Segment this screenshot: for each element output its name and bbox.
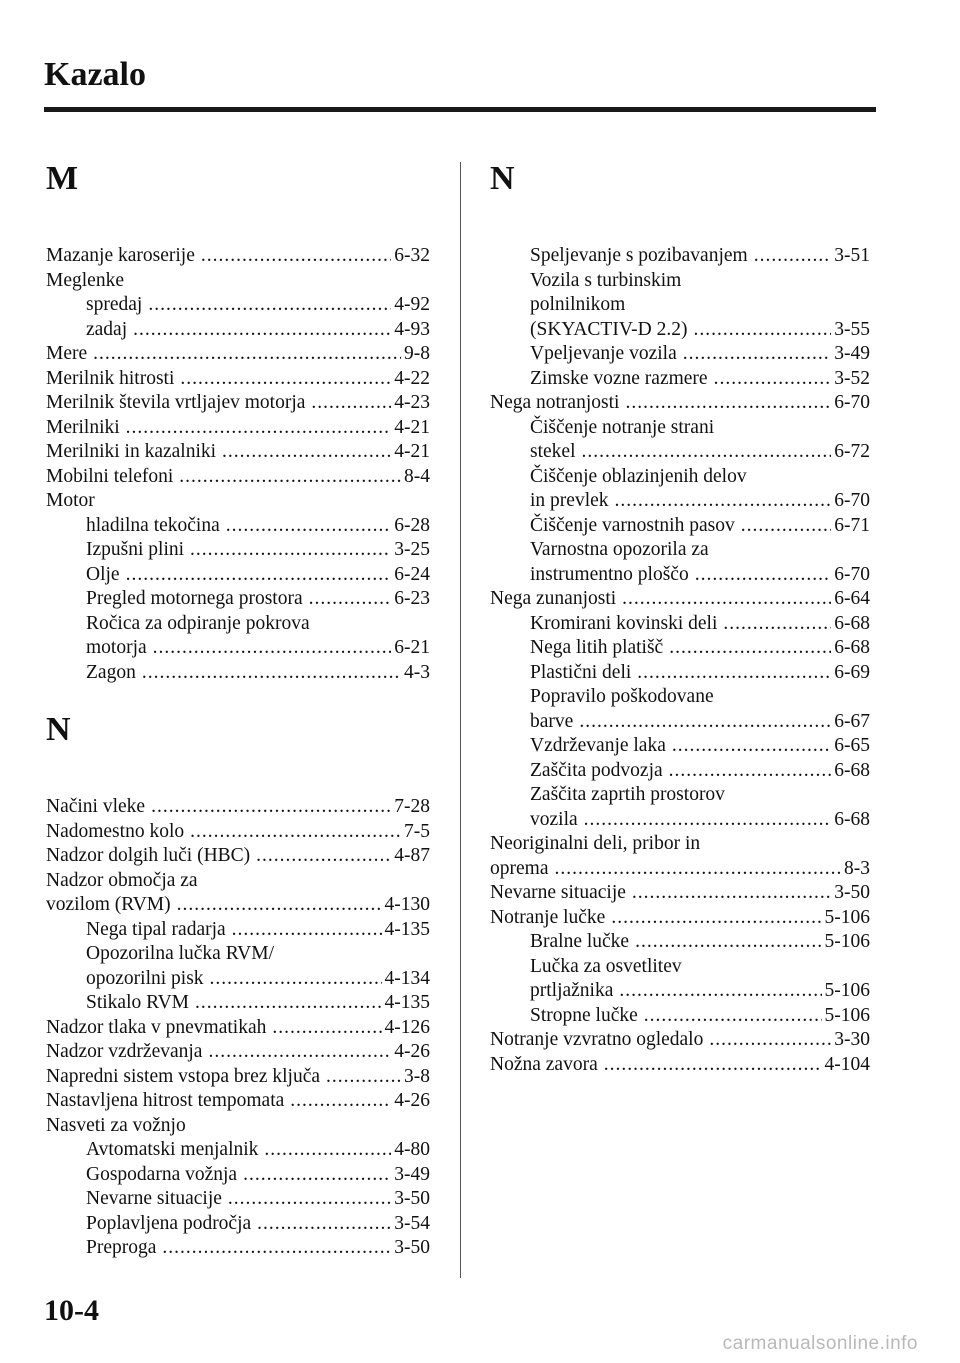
index-entry-text: Nastavljena hitrost tempomata bbox=[46, 1090, 285, 1111]
section-letter: N bbox=[490, 160, 515, 197]
index-entry bbox=[490, 710, 870, 735]
index-entry-page: 4-80 bbox=[394, 1139, 430, 1160]
index-entry bbox=[46, 1089, 430, 1114]
index-entry bbox=[46, 269, 430, 294]
index-entry-page: 6-24 bbox=[394, 563, 430, 585]
index-entry bbox=[490, 563, 870, 588]
index-entry-text: Vozila s turbinskim bbox=[530, 269, 682, 291]
index-entry bbox=[46, 489, 430, 514]
index-entry bbox=[490, 955, 870, 980]
index-entry bbox=[46, 942, 430, 967]
dot-leader bbox=[180, 367, 391, 392]
index-entry-text: Bralne lučke bbox=[530, 931, 630, 952]
index-entry bbox=[46, 844, 430, 869]
dot-leader bbox=[611, 906, 821, 931]
index-entry-text: vozilom (RVM) bbox=[46, 894, 171, 915]
index-entry bbox=[490, 489, 870, 514]
dot-leader bbox=[632, 881, 831, 906]
dot-leader bbox=[723, 612, 831, 637]
section-letter: N bbox=[46, 711, 71, 748]
index-entry bbox=[490, 538, 870, 563]
index-entry bbox=[490, 391, 870, 416]
index-entry bbox=[490, 269, 870, 294]
index-entry-page: 6-28 bbox=[394, 514, 430, 536]
index-entry bbox=[46, 820, 430, 845]
index-entry-page: 9-8 bbox=[404, 343, 430, 364]
dot-leader bbox=[619, 979, 821, 1004]
index-entry bbox=[46, 1138, 430, 1163]
index-entry-text: oprema bbox=[490, 857, 549, 879]
index-entry-page: 6-70 bbox=[834, 490, 870, 511]
index-entry bbox=[46, 416, 430, 441]
dot-leader bbox=[311, 391, 391, 416]
index-entry-text: opozorilni pisk bbox=[86, 967, 204, 989]
index-entry bbox=[46, 1065, 430, 1090]
index-entry bbox=[46, 367, 430, 392]
index-entry-text: Nega tipal radarja bbox=[86, 918, 226, 940]
index-entry bbox=[46, 991, 430, 1016]
index-entry-page: 8-3 bbox=[844, 857, 870, 879]
index-entry bbox=[46, 391, 430, 416]
index-entry-page: 3-49 bbox=[394, 1163, 430, 1185]
dot-leader bbox=[142, 661, 401, 686]
index-entry-text: Mere bbox=[46, 343, 88, 364]
dot-leader bbox=[232, 918, 382, 943]
index-entry-page: 4-130 bbox=[384, 894, 430, 915]
index-entry-page: 4-126 bbox=[384, 1016, 430, 1038]
dot-leader bbox=[201, 244, 391, 269]
dot-leader bbox=[637, 661, 831, 686]
index-entry-page: 4-104 bbox=[824, 1053, 870, 1075]
index-entry bbox=[490, 685, 870, 710]
dot-leader bbox=[754, 244, 832, 269]
index-entry bbox=[490, 318, 870, 343]
dot-leader bbox=[579, 710, 831, 735]
dot-leader bbox=[151, 795, 391, 820]
dot-leader bbox=[672, 734, 831, 759]
index-entry-text: Lučka za osvetlitev bbox=[530, 955, 682, 977]
index-entry bbox=[46, 1236, 430, 1261]
index-entry-text: Vpeljevanje vozila bbox=[530, 343, 677, 364]
index-entry-text: Pregled motornega prostora bbox=[86, 588, 303, 609]
index-entry-page: 3-52 bbox=[834, 367, 870, 389]
index-entry-page: 6-68 bbox=[834, 808, 870, 830]
index-entry-page: 6-68 bbox=[834, 759, 870, 781]
dot-leader bbox=[693, 318, 831, 343]
dot-leader bbox=[615, 489, 832, 514]
dot-leader bbox=[243, 1163, 391, 1188]
index-entry-text: Notranje lučke bbox=[490, 906, 606, 928]
index-entry-page: 8-4 bbox=[404, 465, 430, 487]
index-entry-text: Nadzor območja za bbox=[46, 869, 198, 891]
index-entry-text: Čiščenje varnostnih pasov bbox=[530, 514, 735, 536]
index-entry-text: Nevarne situacije bbox=[86, 1188, 222, 1209]
index-entry-text: Načini vleke bbox=[46, 796, 146, 817]
index-entry-text: Merilniki bbox=[46, 416, 120, 438]
index-entry-text: Meglenke bbox=[46, 269, 124, 291]
dot-leader bbox=[179, 465, 401, 490]
index-entry bbox=[490, 734, 870, 759]
index-entry-page: 6-68 bbox=[834, 612, 870, 634]
index-entry-page: 4-93 bbox=[394, 318, 430, 340]
dot-leader bbox=[635, 930, 821, 955]
section-letter: M bbox=[46, 160, 79, 197]
index-entry bbox=[46, 244, 430, 269]
dot-leader bbox=[709, 1028, 831, 1053]
index-entry bbox=[490, 244, 870, 269]
index-entry-text: Preproga bbox=[86, 1237, 157, 1258]
watermark: carmanualsonline.info bbox=[722, 1333, 918, 1354]
index-entry bbox=[46, 1212, 430, 1237]
index-entry-page: 3-50 bbox=[394, 1237, 430, 1258]
dot-leader bbox=[683, 342, 832, 367]
index-entry-text: motorja bbox=[86, 637, 147, 658]
index-entry-text: prtljažnika bbox=[530, 980, 614, 1001]
index-entry bbox=[490, 1028, 870, 1053]
index-entry-text: Popravilo poškodovane bbox=[530, 686, 714, 707]
index-entry-page: 5-106 bbox=[824, 1004, 870, 1026]
index-entry bbox=[490, 808, 870, 833]
index-entry-text: Nega notranjosti bbox=[490, 392, 620, 413]
index-entry bbox=[46, 514, 430, 539]
index-entry-page: 3-49 bbox=[834, 343, 870, 364]
index-entry bbox=[490, 293, 870, 318]
index-entry bbox=[46, 612, 430, 637]
index-entry-text: Motor bbox=[46, 490, 95, 511]
index-column-right bbox=[490, 150, 870, 1077]
index-entry-page: 6-23 bbox=[394, 588, 430, 609]
index-entry bbox=[490, 857, 870, 882]
dot-leader bbox=[228, 1187, 391, 1212]
index-entry bbox=[490, 979, 870, 1004]
index-entry-page: 6-67 bbox=[834, 710, 870, 732]
index-entry-text: Stikalo RVM bbox=[86, 992, 189, 1013]
index-entry bbox=[490, 416, 870, 441]
index-entry bbox=[46, 869, 430, 894]
index-entry-page: 6-70 bbox=[834, 392, 870, 413]
index-entry bbox=[490, 636, 870, 661]
index-entry-text: spredaj bbox=[86, 294, 143, 315]
index-entry-page: 3-51 bbox=[834, 245, 870, 266]
index-entry-text: Ročica za odpiranje pokrova bbox=[86, 612, 310, 634]
index-entry-text: zadaj bbox=[86, 318, 128, 340]
index-entry-page: 6-70 bbox=[834, 563, 870, 585]
index-entry-text: Zimske vozne razmere bbox=[530, 367, 708, 389]
dot-leader bbox=[622, 587, 831, 612]
index-entry-text: Avtomatski menjalnik bbox=[86, 1139, 259, 1160]
index-entry-text: Nadzor tlaka v pnevmatikah bbox=[46, 1016, 267, 1038]
index-entry-text: Olje bbox=[86, 563, 120, 585]
index-entry bbox=[46, 465, 430, 490]
index-entry-text: stekel bbox=[530, 441, 576, 462]
index-entry-text: Kromirani kovinski deli bbox=[530, 612, 718, 634]
index-entry-page: 5-106 bbox=[824, 931, 870, 952]
dot-leader bbox=[126, 416, 392, 441]
index-entry bbox=[46, 918, 430, 943]
index-entry bbox=[490, 881, 870, 906]
index-entry-page: 4-134 bbox=[384, 967, 430, 989]
index-entry-text: Merilniki in kazalniki bbox=[46, 441, 217, 462]
dot-leader bbox=[208, 1040, 391, 1065]
index-entry-page: 3-50 bbox=[834, 882, 870, 903]
index-entry bbox=[46, 636, 430, 661]
index-entry-text: Speljevanje s pozibavanjem bbox=[530, 245, 748, 266]
dot-leader bbox=[669, 759, 832, 784]
index-entry-text: in prevlek bbox=[530, 490, 609, 511]
index-entry-page: 3-54 bbox=[394, 1212, 430, 1234]
index-entry-page: 6-71 bbox=[834, 514, 870, 536]
index-entry-page: 7-28 bbox=[394, 796, 430, 817]
index-entry-page: 6-72 bbox=[834, 441, 870, 462]
index-entry-text: polnilnikom bbox=[530, 294, 626, 315]
index-entry-page: 6-68 bbox=[834, 637, 870, 658]
dot-leader bbox=[210, 967, 382, 992]
index-entry-text: Nadomestno kolo bbox=[46, 820, 185, 842]
index-entry-text: Izpušni plini bbox=[86, 539, 185, 560]
index-entry-page: 3-30 bbox=[834, 1029, 870, 1050]
index-entry-text: Merilnik števila vrtljajev motorja bbox=[46, 392, 306, 413]
index-entry-text: Zaščita podvozja bbox=[530, 759, 663, 781]
index-entry-page: 6-21 bbox=[394, 637, 430, 658]
index-entry-text: Gospodarna vožnja bbox=[86, 1163, 238, 1185]
index-entry-page: 6-69 bbox=[834, 661, 870, 683]
index-entry-text: Plastični deli bbox=[530, 661, 632, 683]
index-entry bbox=[46, 1016, 430, 1041]
index-entry-page: 4-3 bbox=[404, 661, 430, 683]
index-entry-text: Stropne lučke bbox=[530, 1004, 638, 1026]
index-entry-page: 5-106 bbox=[824, 906, 870, 928]
dot-leader bbox=[581, 440, 831, 465]
index-entry-text: Nasveti za vožnjo bbox=[46, 1114, 186, 1136]
index-entry bbox=[46, 342, 430, 367]
index-entry-text: Neoriginalni deli, pribor in bbox=[490, 833, 701, 854]
index-entry bbox=[490, 440, 870, 465]
index-entry bbox=[490, 906, 870, 931]
index-entry bbox=[46, 1163, 430, 1188]
index-entry-page: 3-55 bbox=[834, 318, 870, 340]
index-entry bbox=[490, 514, 870, 539]
index-entry-text: Vzdrževanje laka bbox=[530, 735, 666, 756]
index-entry-page: 6-64 bbox=[834, 588, 870, 609]
index-entry bbox=[490, 661, 870, 686]
dot-leader bbox=[272, 1016, 381, 1041]
dot-leader bbox=[554, 857, 841, 882]
index-entry bbox=[490, 1053, 870, 1078]
index-entry-text: Opozorilna lučka RVM/ bbox=[86, 943, 274, 964]
column-divider bbox=[460, 162, 461, 1278]
page-number: 10-4 bbox=[44, 1294, 99, 1327]
index-entry bbox=[490, 930, 870, 955]
section-spacer bbox=[490, 198, 870, 244]
dot-leader bbox=[625, 391, 831, 416]
index-entry-page: 3-50 bbox=[394, 1188, 430, 1209]
index-entry bbox=[46, 563, 430, 588]
index-entry-text: Čiščenje oblazinjenih delov bbox=[530, 465, 747, 487]
page-header-title: Kazalo bbox=[44, 56, 146, 93]
index-entry-text: Notranje vzvratno ogledalo bbox=[490, 1029, 704, 1050]
index-entry-page: 4-22 bbox=[394, 367, 430, 389]
section-spacer bbox=[46, 749, 430, 795]
index-entry-text: Nevarne situacije bbox=[490, 882, 626, 903]
dot-leader bbox=[290, 1089, 391, 1114]
index-entry-text: Nadzor dolgih luči (HBC) bbox=[46, 845, 251, 866]
index-entry-page: 4-135 bbox=[384, 992, 430, 1013]
index-entry bbox=[46, 1114, 430, 1139]
index-entry-text: (SKYACTIV-D 2.2) bbox=[530, 318, 688, 340]
header-rule bbox=[44, 107, 876, 112]
dot-leader bbox=[177, 893, 382, 918]
section-spacer bbox=[46, 198, 430, 244]
index-entry bbox=[490, 783, 870, 808]
index-entry-text: instrumentno ploščo bbox=[530, 563, 689, 585]
index-entry bbox=[46, 293, 430, 318]
dot-leader bbox=[326, 1065, 401, 1090]
dot-leader bbox=[256, 844, 391, 869]
dot-leader bbox=[93, 342, 401, 367]
index-entry bbox=[490, 832, 870, 857]
index-entry-page: 4-135 bbox=[384, 918, 430, 940]
index-entry-page: 4-87 bbox=[394, 845, 430, 866]
dot-leader bbox=[162, 1236, 391, 1261]
index-entry-page: 4-92 bbox=[394, 294, 430, 315]
index-entry-text: Nega zunanjosti bbox=[490, 588, 617, 609]
index-entry-text: Mobilni telefoni bbox=[46, 465, 174, 487]
dot-leader bbox=[584, 808, 832, 833]
index-entry bbox=[46, 440, 430, 465]
index-entry bbox=[46, 1187, 430, 1212]
dot-leader bbox=[741, 514, 832, 539]
index-entry-text: Nega litih platišč bbox=[530, 637, 664, 658]
dot-leader bbox=[695, 563, 832, 588]
index-entry bbox=[46, 795, 430, 820]
index-entry-text: hladilna tekočina bbox=[86, 514, 220, 536]
index-entry-page: 3-25 bbox=[394, 539, 430, 560]
index-entry-text: Nožna zavora bbox=[490, 1053, 598, 1075]
index-entry bbox=[46, 587, 430, 612]
index-entry bbox=[46, 1040, 430, 1065]
index-entry-page: 5-106 bbox=[824, 980, 870, 1001]
dot-leader bbox=[153, 636, 392, 661]
index-entry bbox=[46, 318, 430, 343]
index-entry-text: Poplavljena področja bbox=[86, 1212, 252, 1234]
index-entry-page: 6-65 bbox=[834, 735, 870, 756]
index-entry-text: Čiščenje notranje strani bbox=[530, 416, 715, 438]
index-entry-text: Merilnik hitrosti bbox=[46, 367, 175, 389]
index-entry bbox=[490, 342, 870, 367]
index-entry-text: Zaščita zaprtih prostorov bbox=[530, 784, 725, 805]
index-entry-page: 4-26 bbox=[394, 1090, 430, 1111]
index-entry-text: Napredni sistem vstopa brez ključa bbox=[46, 1065, 320, 1087]
index-entry bbox=[46, 967, 430, 992]
dot-leader bbox=[148, 293, 391, 318]
index-entry-text: Varnostna opozorila za bbox=[530, 539, 709, 560]
dot-leader bbox=[190, 820, 401, 845]
index-entry-page: 4-23 bbox=[394, 392, 430, 413]
index-entry bbox=[490, 367, 870, 392]
dot-leader bbox=[257, 1212, 391, 1237]
index-entry bbox=[46, 661, 430, 686]
index-entry-page: 7-5 bbox=[404, 820, 430, 842]
dot-leader bbox=[190, 538, 391, 563]
index-entry-page: 4-21 bbox=[394, 441, 430, 462]
dot-leader bbox=[604, 1053, 822, 1078]
dot-leader bbox=[714, 367, 832, 392]
index-entry bbox=[46, 538, 430, 563]
index-entry-page: 3-8 bbox=[404, 1065, 430, 1087]
index-entry bbox=[490, 1004, 870, 1029]
dot-leader bbox=[226, 514, 392, 539]
dot-leader bbox=[669, 636, 831, 661]
index-column-left bbox=[46, 150, 430, 1261]
index-entry-text: Nadzor vzdrževanja bbox=[46, 1041, 203, 1062]
dot-leader bbox=[644, 1004, 822, 1029]
index-entry bbox=[46, 893, 430, 918]
index-entry-page: 4-21 bbox=[394, 416, 430, 438]
dot-leader bbox=[133, 318, 391, 343]
index-entry-text: Zagon bbox=[86, 661, 136, 683]
dot-leader bbox=[264, 1138, 391, 1163]
index-entry bbox=[490, 759, 870, 784]
dot-leader bbox=[222, 440, 391, 465]
dot-leader bbox=[195, 991, 382, 1016]
index-entry bbox=[490, 465, 870, 490]
dot-leader bbox=[309, 587, 392, 612]
index-entry-text: barve bbox=[530, 710, 574, 732]
index-entry bbox=[490, 587, 870, 612]
dot-leader bbox=[126, 563, 392, 588]
index-entry bbox=[490, 612, 870, 637]
index-entry-text: Mazanje karoserije bbox=[46, 245, 195, 266]
index-entry-text: vozila bbox=[530, 808, 578, 830]
index-entry-page: 6-32 bbox=[394, 245, 430, 266]
index-entry-page: 4-26 bbox=[394, 1041, 430, 1062]
